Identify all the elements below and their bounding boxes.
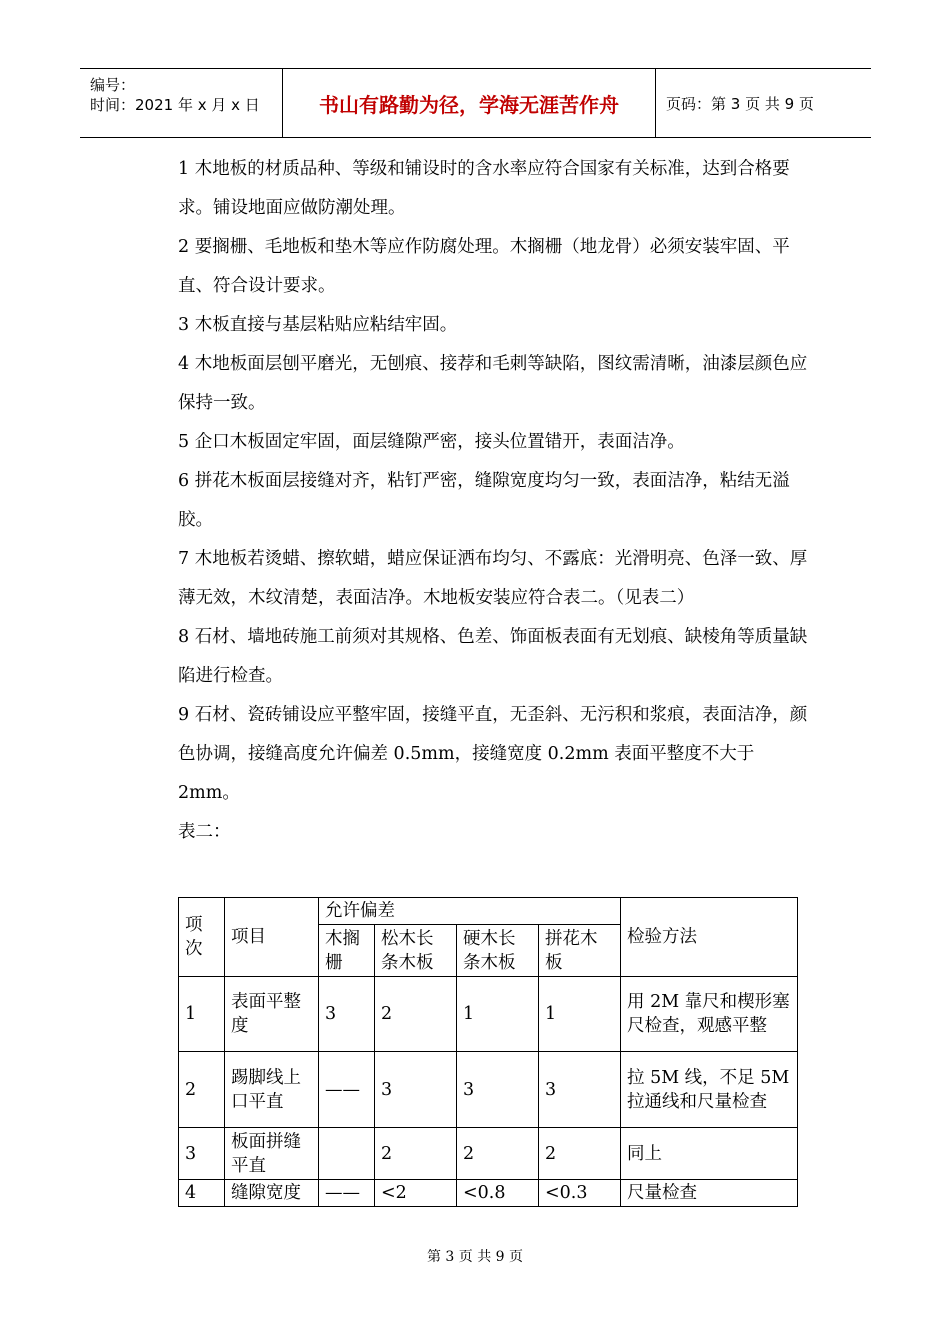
header-pine-strip: 松木长条木板 xyxy=(375,925,457,977)
row-value: —— xyxy=(319,1052,375,1128)
header-hardwood-strip: 硬木长条木板 xyxy=(457,925,539,977)
row-index: 4 xyxy=(179,1180,225,1207)
header-motto: 书山有路勤为径，学海无涯苦作舟 xyxy=(282,69,656,137)
document-number-label: 编号： xyxy=(90,76,136,94)
row-value: 3 xyxy=(319,977,375,1052)
header-item: 项目 xyxy=(225,898,319,977)
paragraph: 3 木板直接与基层粘贴应粘结牢固。 xyxy=(178,315,458,335)
row-value: 2 xyxy=(457,1128,539,1180)
header-index: 项次 xyxy=(179,898,225,977)
paragraph: 1 木地板的材质品种、等级和铺设时的含水率应符合国家有关标准，达到合格要求。铺设地面应做防潮处理。 xyxy=(178,159,790,218)
paragraph: 2 要搁栅、毛地板和垫木等应作防腐处理。木搁栅（地龙骨）必须安装牢固、平直、符合设计要求。 xyxy=(178,237,790,296)
body-text xyxy=(178,150,818,852)
row-value: 2 xyxy=(539,1128,621,1180)
row-value: —— xyxy=(319,1180,375,1207)
row-value: 2 xyxy=(375,977,457,1052)
table-row xyxy=(179,1052,798,1128)
tolerance-table xyxy=(178,897,798,1207)
page-footer: 第 3 页 共 9 页 xyxy=(426,1249,524,1265)
page-header xyxy=(80,68,871,138)
row-item: 踢脚线上口平直 xyxy=(225,1052,319,1128)
row-value: <2 xyxy=(375,1180,457,1207)
header-parquet: 拼花木板 xyxy=(539,925,621,977)
row-item: 表面平整度 xyxy=(225,977,319,1052)
row-method: 用 2M 靠尺和楔形塞尺检查，观感平整 xyxy=(621,977,798,1052)
row-index: 2 xyxy=(179,1052,225,1128)
row-value: 3 xyxy=(539,1052,621,1128)
table-header-row xyxy=(179,898,798,925)
row-index: 1 xyxy=(179,977,225,1052)
row-method: 同上 xyxy=(621,1128,798,1180)
table-caption: 表二： xyxy=(178,822,231,842)
row-item: 板面拼缝平直 xyxy=(225,1128,319,1180)
row-value: <0.3 xyxy=(539,1180,621,1207)
row-index: 3 xyxy=(179,1128,225,1180)
row-item: 缝隙宽度 xyxy=(225,1180,319,1207)
paragraph: 4 木地板面层刨平磨光，无刨痕、接荐和毛刺等缺陷，图纹需清晰，油漆层颜色应保持一致。 xyxy=(178,354,808,413)
paragraph: 8 石材、墙地砖施工前须对其规格、色差、饰面板表面有无划痕、缺棱角等质量缺陷进行检查。 xyxy=(178,627,808,686)
table-row xyxy=(179,1128,798,1180)
table-row xyxy=(179,977,798,1052)
table-row xyxy=(179,1180,798,1207)
paragraph: 5 企口木板固定牢固，面层缝隙严密，接头位置错开，表面洁净。 xyxy=(178,432,685,452)
paragraph: 9 石材、瓷砖铺设应平整牢固，接缝平直，无歪斜、无污积和浆痕，表面洁净，颜色协调，接缝高度允许偏差 0.5mm，接缝宽度 0.2mm 表面平整度不大于 2mm。 xyxy=(178,705,808,803)
header-method: 检验方法 xyxy=(621,898,798,977)
row-method: 拉 5M 线，不足 5M 拉通线和尺量检查 xyxy=(621,1052,798,1128)
header-wood-joist: 木搁栅 xyxy=(319,925,375,977)
row-value: 1 xyxy=(457,977,539,1052)
header-page-number: 页码：第 3 页 共 9 页 xyxy=(666,94,814,113)
document-date-label: 时间：2021 年 x 月 x 日 xyxy=(90,96,260,114)
row-method: 尺量检查 xyxy=(621,1180,798,1207)
header-info xyxy=(80,69,282,137)
row-value: 2 xyxy=(375,1128,457,1180)
paragraph: 6 拼花木板面层接缝对齐，粘钉严密，缝隙宽度均匀一致，表面洁净，粘结无溢胶。 xyxy=(178,471,790,530)
header-tolerance: 允许偏差 xyxy=(319,898,621,925)
row-value: 1 xyxy=(539,977,621,1052)
row-value: 3 xyxy=(375,1052,457,1128)
row-value: <0.8 xyxy=(457,1180,539,1207)
row-value: 3 xyxy=(457,1052,539,1128)
paragraph: 7 木地板若烫蜡、擦软蜡，蜡应保证洒布均匀、不露底：光滑明亮、色泽一致、厚薄无效，木纹清楚，表面洁净。木地板安装应符合表二。（见表二） xyxy=(178,549,808,608)
row-value xyxy=(319,1128,375,1180)
